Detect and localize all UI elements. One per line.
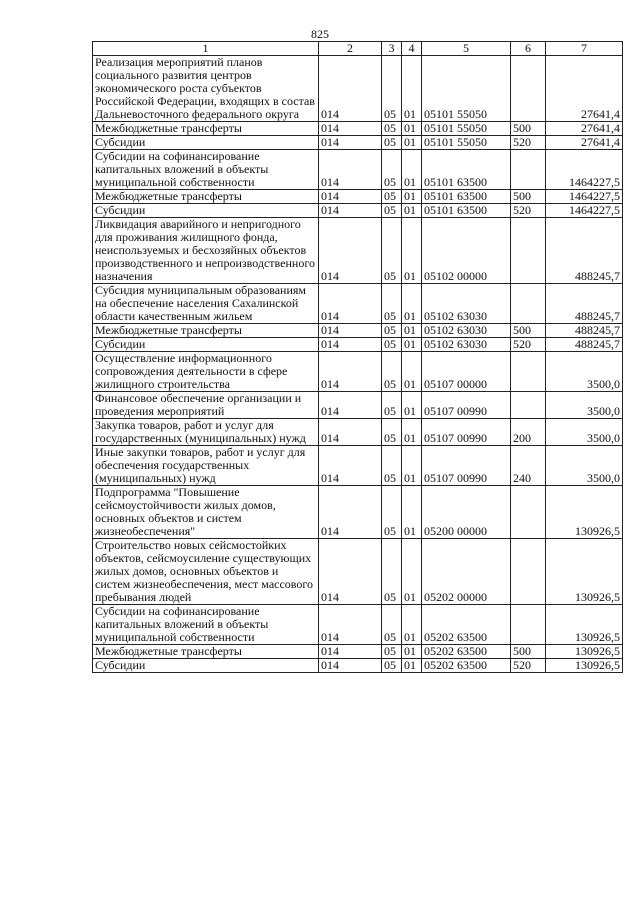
row-name-cell: Субсидии на софинансирование капитальных вложений в объекты муниципальной собственности <box>93 150 319 190</box>
row-admin-code-cell: 014 <box>319 218 382 284</box>
row-expense-type-cell: 520 <box>511 204 546 218</box>
row-admin-code-cell: 014 <box>319 419 382 446</box>
budget-table <box>92 41 623 673</box>
row-amount-cell: 1464227,5 <box>546 204 623 218</box>
row-admin-code-cell: 014 <box>319 122 382 136</box>
row-amount-cell: 1464227,5 <box>546 190 623 204</box>
row-amount-cell: 130926,5 <box>546 486 623 539</box>
row-subsection-cell: 01 <box>402 324 422 338</box>
row-name-cell: Ликвидация аварийного и непригодного для проживания жилищного фонда, неиспользуемых и бесхозяйных объектов производственного и непроизводственного назначения <box>93 218 319 284</box>
table-row <box>93 324 623 338</box>
row-admin-code-cell: 014 <box>319 324 382 338</box>
row-admin-code-cell: 014 <box>319 284 382 324</box>
row-section-cell: 05 <box>382 419 402 446</box>
row-subsection-cell: 01 <box>402 218 422 284</box>
row-section-cell: 05 <box>382 392 402 419</box>
row-subsection-cell: 01 <box>402 446 422 486</box>
row-amount-cell: 488245,7 <box>546 338 623 352</box>
table-row <box>93 284 623 324</box>
row-target-article-cell: 05107 00990 <box>422 392 511 419</box>
table-row <box>93 204 623 218</box>
row-expense-type-cell: 500 <box>511 190 546 204</box>
row-admin-code-cell: 014 <box>319 605 382 645</box>
row-target-article-cell: 05107 00990 <box>422 419 511 446</box>
row-admin-code-cell: 014 <box>319 486 382 539</box>
row-admin-code-cell: 014 <box>319 204 382 218</box>
row-target-article-cell: 05202 00000 <box>422 539 511 605</box>
row-amount-cell: 27641,4 <box>546 56 623 122</box>
table-row <box>93 486 623 539</box>
table-body <box>93 56 623 673</box>
row-amount-cell: 488245,7 <box>546 324 623 338</box>
row-subsection-cell: 01 <box>402 204 422 218</box>
row-target-article-cell: 05101 63500 <box>422 190 511 204</box>
row-expense-type-cell: 520 <box>511 136 546 150</box>
row-target-article-cell: 05101 55050 <box>422 56 511 122</box>
header-cell-4: 4 <box>402 42 422 56</box>
row-expense-type-cell <box>511 150 546 190</box>
row-expense-type-cell: 240 <box>511 446 546 486</box>
row-section-cell: 05 <box>382 539 402 605</box>
row-amount-cell: 27641,4 <box>546 122 623 136</box>
row-expense-type-cell <box>511 284 546 324</box>
header-cell-6: 6 <box>511 42 546 56</box>
row-section-cell: 05 <box>382 446 402 486</box>
table-row <box>93 419 623 446</box>
header-cell-3: 3 <box>382 42 402 56</box>
row-subsection-cell: 01 <box>402 56 422 122</box>
row-admin-code-cell: 014 <box>319 190 382 204</box>
row-expense-type-cell <box>511 605 546 645</box>
header-row <box>93 42 623 56</box>
row-name-cell: Субсидия муниципальным образованиям на обеспечение населения Сахалинской области качественным жильем <box>93 284 319 324</box>
row-subsection-cell: 01 <box>402 539 422 605</box>
row-admin-code-cell: 014 <box>319 392 382 419</box>
row-target-article-cell: 05101 55050 <box>422 122 511 136</box>
table-row <box>93 338 623 352</box>
table-row <box>93 56 623 122</box>
row-section-cell: 05 <box>382 204 402 218</box>
row-subsection-cell: 01 <box>402 392 422 419</box>
row-section-cell: 05 <box>382 136 402 150</box>
row-expense-type-cell: 500 <box>511 324 546 338</box>
row-name-cell: Субсидии <box>93 204 319 218</box>
row-admin-code-cell: 014 <box>319 136 382 150</box>
row-admin-code-cell: 014 <box>319 56 382 122</box>
row-name-cell: Иные закупки товаров, работ и услуг для обеспечения государственных (муниципальных) нужд <box>93 446 319 486</box>
row-expense-type-cell: 500 <box>511 122 546 136</box>
row-amount-cell: 3500,0 <box>546 352 623 392</box>
table-row <box>93 122 623 136</box>
row-name-cell: Межбюджетные трансферты <box>93 324 319 338</box>
table-row <box>93 218 623 284</box>
row-expense-type-cell <box>511 56 546 122</box>
page-number: 825 <box>311 27 329 41</box>
row-subsection-cell: 01 <box>402 190 422 204</box>
row-target-article-cell: 05102 00000 <box>422 218 511 284</box>
row-subsection-cell: 01 <box>402 645 422 659</box>
row-target-article-cell: 05107 00990 <box>422 446 511 486</box>
row-section-cell: 05 <box>382 352 402 392</box>
row-amount-cell: 27641,4 <box>546 136 623 150</box>
row-expense-type-cell <box>511 218 546 284</box>
row-target-article-cell: 05102 63030 <box>422 338 511 352</box>
row-target-article-cell: 05202 63500 <box>422 645 511 659</box>
row-subsection-cell: 01 <box>402 419 422 446</box>
row-subsection-cell: 01 <box>402 605 422 645</box>
header-cell-7: 7 <box>546 42 623 56</box>
row-expense-type-cell <box>511 352 546 392</box>
row-name-cell: Субсидии на софинансирование капитальных вложений в объекты муниципальной собственности <box>93 605 319 645</box>
table-row <box>93 150 623 190</box>
table-row <box>93 539 623 605</box>
row-expense-type-cell: 500 <box>511 645 546 659</box>
row-expense-type-cell <box>511 539 546 605</box>
row-section-cell: 05 <box>382 645 402 659</box>
row-target-article-cell: 05101 63500 <box>422 150 511 190</box>
table-row <box>93 446 623 486</box>
row-section-cell: 05 <box>382 190 402 204</box>
row-name-cell: Закупка товаров, работ и услуг для государственных (муниципальных) нужд <box>93 419 319 446</box>
table-row <box>93 352 623 392</box>
row-target-article-cell: 05102 63030 <box>422 284 511 324</box>
row-amount-cell: 3500,0 <box>546 392 623 419</box>
row-name-cell: Субсидии <box>93 659 319 673</box>
row-admin-code-cell: 014 <box>319 659 382 673</box>
row-admin-code-cell: 014 <box>319 352 382 392</box>
row-name-cell: Субсидии <box>93 136 319 150</box>
table-row <box>93 136 623 150</box>
row-name-cell: Подпрограмма "Повышение сейсмоустойчивости жилых домов, основных объектов и систем жизнеобеспечения" <box>93 486 319 539</box>
table-row <box>93 645 623 659</box>
row-section-cell: 05 <box>382 338 402 352</box>
row-target-article-cell: 05202 63500 <box>422 659 511 673</box>
row-expense-type-cell <box>511 486 546 539</box>
row-name-cell: Межбюджетные трансферты <box>93 190 319 204</box>
row-section-cell: 05 <box>382 218 402 284</box>
row-target-article-cell: 05202 63500 <box>422 605 511 645</box>
row-name-cell: Межбюджетные трансферты <box>93 122 319 136</box>
row-target-article-cell: 05107 00000 <box>422 352 511 392</box>
row-amount-cell: 3500,0 <box>546 446 623 486</box>
row-subsection-cell: 01 <box>402 659 422 673</box>
row-expense-type-cell <box>511 392 546 419</box>
row-target-article-cell: 05101 55050 <box>422 136 511 150</box>
row-amount-cell: 3500,0 <box>546 419 623 446</box>
row-subsection-cell: 01 <box>402 486 422 539</box>
header-cell-5: 5 <box>422 42 511 56</box>
row-admin-code-cell: 014 <box>319 446 382 486</box>
row-admin-code-cell: 014 <box>319 539 382 605</box>
row-name-cell: Финансовое обеспечение организации и проведения мероприятий <box>93 392 319 419</box>
row-name-cell: Осуществление информационного сопровождения деятельности в сфере жилищного строительства <box>93 352 319 392</box>
row-amount-cell: 130926,5 <box>546 645 623 659</box>
row-subsection-cell: 01 <box>402 150 422 190</box>
row-amount-cell: 130926,5 <box>546 659 623 673</box>
row-section-cell: 05 <box>382 122 402 136</box>
row-target-article-cell: 05200 00000 <box>422 486 511 539</box>
row-amount-cell: 130926,5 <box>546 539 623 605</box>
row-admin-code-cell: 014 <box>319 150 382 190</box>
row-name-cell: Реализация мероприятий планов социального развития центров экономического роста субъектов Российской Федерации, входящих в состав Дальневосточного федерального округа <box>93 56 319 122</box>
row-section-cell: 05 <box>382 150 402 190</box>
row-subsection-cell: 01 <box>402 284 422 324</box>
row-section-cell: 05 <box>382 56 402 122</box>
row-name-cell: Межбюджетные трансферты <box>93 645 319 659</box>
row-amount-cell: 488245,7 <box>546 284 623 324</box>
row-section-cell: 05 <box>382 605 402 645</box>
row-section-cell: 05 <box>382 659 402 673</box>
header-cell-1: 1 <box>93 42 319 56</box>
row-target-article-cell: 05101 63500 <box>422 204 511 218</box>
row-subsection-cell: 01 <box>402 338 422 352</box>
row-name-cell: Субсидии <box>93 338 319 352</box>
header-cell-2: 2 <box>319 42 382 56</box>
row-amount-cell: 488245,7 <box>546 218 623 284</box>
table-row <box>93 659 623 673</box>
row-target-article-cell: 05102 63030 <box>422 324 511 338</box>
table-row <box>93 605 623 645</box>
table-row <box>93 392 623 419</box>
row-amount-cell: 1464227,5 <box>546 150 623 190</box>
row-expense-type-cell: 520 <box>511 659 546 673</box>
row-section-cell: 05 <box>382 486 402 539</box>
row-admin-code-cell: 014 <box>319 338 382 352</box>
row-expense-type-cell: 200 <box>511 419 546 446</box>
row-section-cell: 05 <box>382 324 402 338</box>
row-name-cell: Строительство новых сейсмостойких объектов, сейсмоусиление существующих жилых домов, основных объектов и систем жизнеобеспечения, мест массового пребывания людей <box>93 539 319 605</box>
table-row <box>93 190 623 204</box>
row-expense-type-cell: 520 <box>511 338 546 352</box>
row-admin-code-cell: 014 <box>319 645 382 659</box>
row-subsection-cell: 01 <box>402 122 422 136</box>
row-amount-cell: 130926,5 <box>546 605 623 645</box>
row-subsection-cell: 01 <box>402 352 422 392</box>
row-subsection-cell: 01 <box>402 136 422 150</box>
row-section-cell: 05 <box>382 284 402 324</box>
